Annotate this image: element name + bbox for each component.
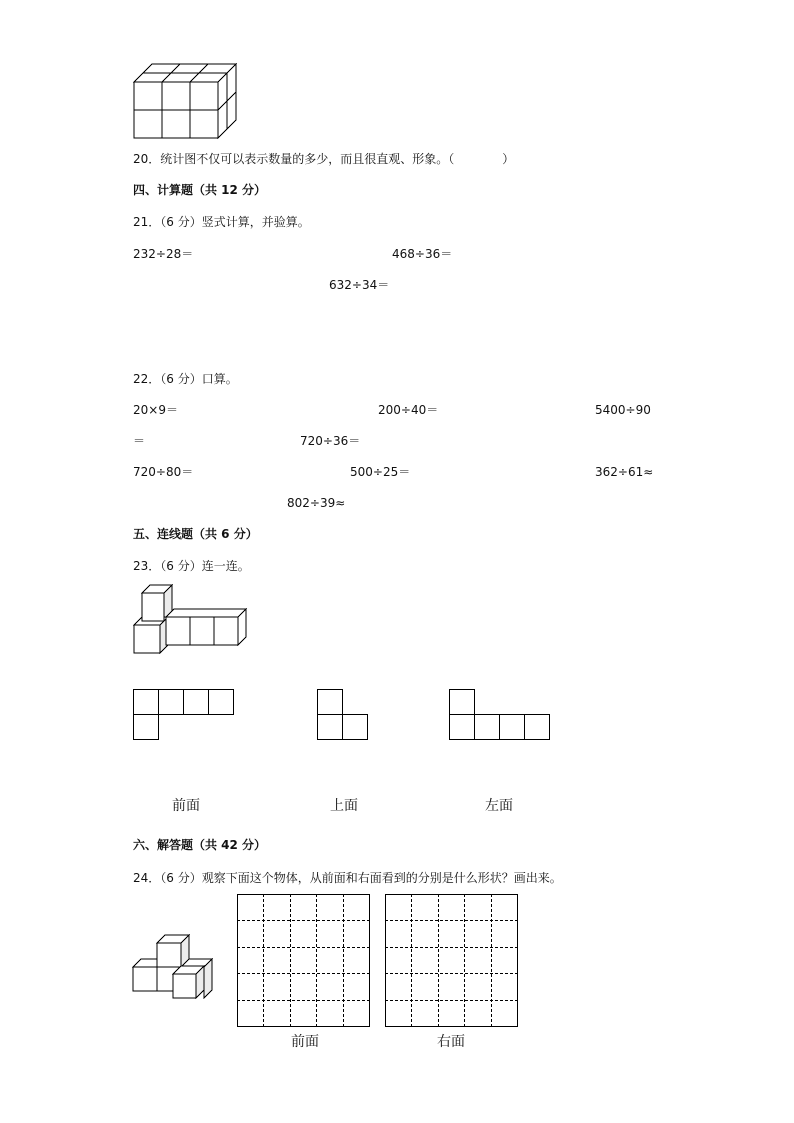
cube-arrangement-figure — [130, 585, 255, 657]
question-23: 23．（6 分）连一连。 — [133, 559, 250, 573]
label-left[interactable]: 左面 — [485, 798, 513, 814]
q21-item-2: 468÷36＝ — [392, 247, 453, 261]
section-4-title: 四、计算题（共 12 分） — [133, 183, 267, 197]
q22-item-2: 200÷40＝ — [378, 403, 439, 417]
cube-block-figure — [130, 60, 245, 145]
question-20: 20．统计图不仅可以表示数量的多少，而且很直观、形象。（ ） — [133, 152, 515, 166]
q22-item-5: 720÷80＝ — [133, 465, 194, 479]
grid-label-right: 右面 — [437, 1034, 465, 1050]
q22-item-7: 362÷61≈ — [595, 465, 654, 479]
q22-item-3: 5400÷90 — [595, 403, 651, 417]
label-front[interactable]: 前面 — [172, 798, 200, 814]
grid-label-front: 前面 — [291, 1034, 319, 1050]
label-top[interactable]: 上面 — [330, 798, 358, 814]
q22-item-6: 500÷25＝ — [350, 465, 411, 479]
view-shape-2[interactable] — [317, 689, 372, 744]
question-21: 21．（6 分）竖式计算，并验算。 — [133, 215, 310, 229]
q21-item-1: 232÷28＝ — [133, 247, 194, 261]
q22-item-3-equals: ＝ — [133, 434, 146, 448]
cube-object-figure — [130, 935, 220, 1000]
q22-item-8: 802÷39≈ — [287, 496, 346, 510]
section-5-title: 五、连线题（共 6 分） — [133, 527, 258, 541]
question-22: 22．（6 分）口算。 — [133, 372, 238, 386]
view-shape-1[interactable] — [133, 689, 238, 744]
q21-item-3: 632÷34＝ — [329, 278, 390, 292]
question-24: 24．（6 分）观察下面这个物体，从前面和右面看到的分别是什么形状？画出来。 — [133, 871, 562, 885]
right-view-grid[interactable] — [385, 894, 519, 1028]
section-6-title: 六、解答题（共 42 分） — [133, 838, 267, 852]
q22-item-1: 20×9＝ — [133, 403, 178, 417]
view-shape-3[interactable] — [449, 689, 554, 744]
q22-item-4: 720÷36＝ — [300, 434, 361, 448]
front-view-grid[interactable] — [237, 894, 371, 1028]
